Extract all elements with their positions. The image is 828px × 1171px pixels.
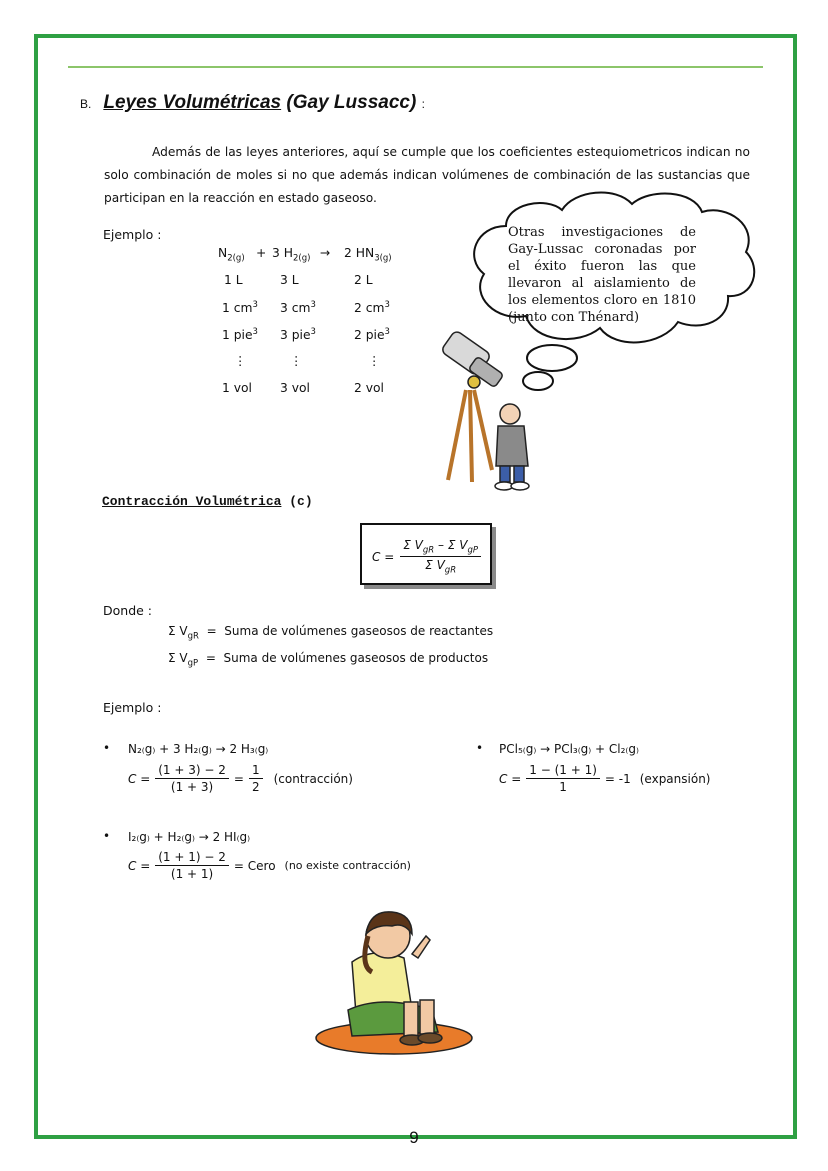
calc-contraction: C = $\frac{(1 + 3) - 2}{(1 + 3)}$ = $\frac{1}{2}$ (contracción) <box>128 763 353 794</box>
top-rule <box>68 66 763 68</box>
example1-label: Ejemplo : <box>103 227 162 242</box>
contraction-title: Contracción Volumétrica (c) <box>102 494 313 509</box>
reaction-pcl5: PCl₅₍g₎ → PCl₃₍g₎ + Cl₂₍g₎ <box>499 742 639 756</box>
page-number: 9 <box>409 1128 419 1147</box>
calc-expansion: C = $\frac{1 - (1 + 1)}{1}$ = -1 (expansión) <box>499 763 711 794</box>
donde-label: Donde : <box>103 603 153 618</box>
cloud-text: Otras investigaciones de Gay-Lussac coronadas por el éxito fueron las que llevaron al aislamiento de los elementos cloro en 1810 (junto con Thénard) <box>508 225 696 325</box>
calc-no-contraction: C = $\frac{(1 + 1) - 2}{(1 + 1)}$ = Cero (no existe contracción) <box>128 850 411 881</box>
donde-item-reactants: Σ $V_{gR}$ = Suma de volúmenes gaseosos de reactantes <box>168 624 494 642</box>
section-title: B. Leyes Volumétricas (Gay Lussacc) : <box>80 92 425 113</box>
reaction-i2-h2: I₂₍g₎ + H₂₍g₎ → 2 HI₍g₎ <box>128 830 251 844</box>
bullet-icon: • <box>103 829 111 843</box>
intro-paragraph: Además de las leyes anteriores, aquí se cumple que los coeficientes estequiometricos indican no solo combinación de moles si no que además indican volúmenes de combinación de las sustancias que participan en la reacción en estado gaseoso. <box>104 145 750 205</box>
bullet-icon: • <box>476 741 484 755</box>
bullet-icon: • <box>103 741 111 755</box>
reaction-n2-h2: N₂₍g₎ + 3 H₂₍g₎ → 2 H₃₍g₎ <box>128 742 269 756</box>
scientist-telescope-icon <box>430 330 540 495</box>
section-letter: B. <box>80 97 92 111</box>
section-main-title: Leyes Volumétricas <box>103 92 282 113</box>
donde-item-products: Σ $V_{gP}$ = Suma de volúmenes gaseosos de productos <box>168 651 489 669</box>
contraction-formula-box: C = $\frac{\Sigma V_{gR} - \Sigma V_{gP}}{\Sigma V_{gR}}$ <box>360 523 492 585</box>
section-subtitle: (Gay Lussacc) <box>286 92 417 113</box>
girl-sitting-icon <box>312 906 477 1061</box>
example2-label: Ejemplo : <box>103 700 162 715</box>
